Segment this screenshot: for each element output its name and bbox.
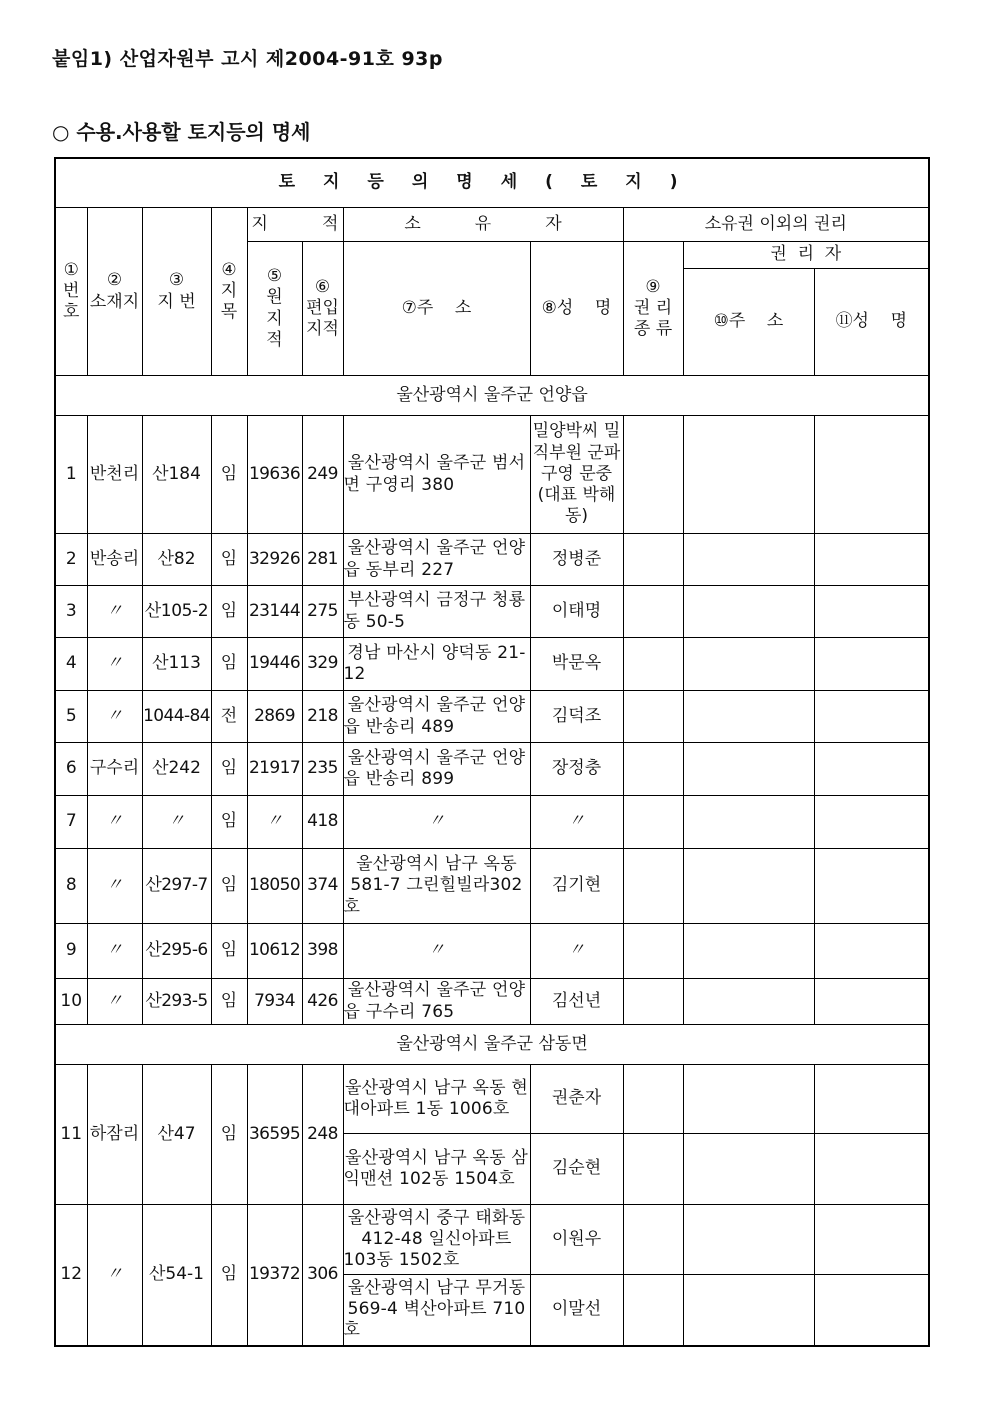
cell-holder-address	[683, 849, 814, 924]
cell-included-area: 248	[302, 1065, 343, 1205]
cell-right-type	[623, 849, 683, 924]
cell-land-category: 임	[211, 979, 247, 1025]
cell-number: 10	[55, 979, 87, 1025]
section-title: ○ 수용.사용할 토지등의 명세	[52, 120, 311, 144]
cell-holder-name	[814, 849, 929, 924]
cell-included-area: 275	[302, 586, 343, 638]
cell-included-area: 235	[302, 743, 343, 796]
cell-land-category: 임	[211, 416, 247, 534]
cell-right-type	[623, 691, 683, 743]
cell-location: 〃	[87, 638, 142, 691]
cell-holder-name	[814, 534, 929, 586]
table-row	[55, 1205, 929, 1275]
cell-holder-address	[683, 586, 814, 638]
cell-owner-address: 부산광역시 금정구 청룡동 50-5	[343, 586, 530, 638]
cell-owner-address: 울산광역시 울주군 언양읍 구수리 765	[343, 979, 530, 1025]
cell-number: 11	[55, 1065, 87, 1205]
cell-holder-name	[814, 1065, 929, 1134]
cell-right-type	[623, 1134, 683, 1205]
cell-owner-address: 울산광역시 남구 무거동 569-4 벽산아파트 710호	[343, 1275, 530, 1346]
cell-holder-name	[814, 586, 929, 638]
cell-number: 7	[55, 796, 87, 849]
cell-owner-address: 경남 마산시 양덕동 21-12	[343, 638, 530, 691]
cell-land-category: 임	[211, 534, 247, 586]
cell-owner-name: 〃	[530, 796, 623, 849]
cell-lot-number: 산47	[142, 1065, 211, 1205]
cell-holder-name	[814, 796, 929, 849]
table-row	[55, 586, 929, 638]
cell-owner-name: 밀양박씨 밀직부원 군파구영 문중(대표 박해동)	[530, 416, 623, 534]
cell-original-area: 19446	[247, 638, 302, 691]
cell-original-area: 23144	[247, 586, 302, 638]
cell-holder-name	[814, 1205, 929, 1275]
header-holder-address: ⑩주 소	[683, 269, 814, 376]
region-row	[55, 1025, 929, 1065]
cell-owner-name: 이태명	[530, 586, 623, 638]
cell-number: 4	[55, 638, 87, 691]
cell-holder-address	[683, 979, 814, 1025]
cell-included-area: 398	[302, 924, 343, 979]
cell-holder-address	[683, 1205, 814, 1275]
cell-right-type	[623, 796, 683, 849]
cell-lot-number: 산295-6	[142, 924, 211, 979]
cell-owner-address: 울산광역시 중구 태화동 412-48 일신아파트 103동 1502호	[343, 1205, 530, 1275]
cell-land-category: 임	[211, 849, 247, 924]
cell-owner-name: 장정충	[530, 743, 623, 796]
cell-holder-name	[814, 743, 929, 796]
cell-location: 〃	[87, 691, 142, 743]
cell-holder-name	[814, 638, 929, 691]
cell-included-area: 374	[302, 849, 343, 924]
cell-number: 12	[55, 1205, 87, 1346]
cell-number: 2	[55, 534, 87, 586]
cell-owner-name: 권춘자	[530, 1065, 623, 1134]
cell-lot-number: 산82	[142, 534, 211, 586]
cell-right-type	[623, 743, 683, 796]
cell-holder-address	[683, 1134, 814, 1205]
cell-holder-address	[683, 1065, 814, 1134]
cell-location: 〃	[87, 979, 142, 1025]
cell-included-area: 426	[302, 979, 343, 1025]
header-land-category: ④ 지 목	[211, 208, 247, 376]
cell-owner-address: 울산광역시 울주군 언양읍 반송리 489	[343, 691, 530, 743]
cell-holder-address	[683, 416, 814, 534]
table-row	[55, 979, 929, 1025]
cell-original-area: 36595	[247, 1065, 302, 1205]
cell-original-area: 21917	[247, 743, 302, 796]
header-number: ① 번 호	[55, 208, 87, 376]
cell-right-type	[623, 1205, 683, 1275]
cell-right-type	[623, 979, 683, 1025]
cell-location: 하잠리	[87, 1065, 142, 1205]
cell-holder-address	[683, 796, 814, 849]
cell-location: 구수리	[87, 743, 142, 796]
cell-number: 5	[55, 691, 87, 743]
cell-owner-name: 김순현	[530, 1134, 623, 1205]
region-row	[55, 376, 929, 416]
cell-original-area: 19372	[247, 1205, 302, 1346]
header-lot-number: ③ 지 번	[142, 208, 211, 376]
cell-land-category: 임	[211, 796, 247, 849]
cell-land-category: 임	[211, 638, 247, 691]
cell-original-area: 18050	[247, 849, 302, 924]
table-row	[55, 743, 929, 796]
cell-location: 〃	[87, 924, 142, 979]
cell-number: 9	[55, 924, 87, 979]
cell-lot-number: 산54-1	[142, 1205, 211, 1346]
cell-original-area: 19636	[247, 416, 302, 534]
cell-right-type	[623, 534, 683, 586]
cell-owner-name: 〃	[530, 924, 623, 979]
cell-owner-name: 김선년	[530, 979, 623, 1025]
header-original-area: ⑤ 원 지 적	[247, 242, 302, 376]
table-row	[55, 1065, 929, 1134]
cell-location: 반천리	[87, 416, 142, 534]
cell-holder-address	[683, 691, 814, 743]
cell-included-area: 306	[302, 1205, 343, 1346]
cell-number: 8	[55, 849, 87, 924]
cell-holder-address	[683, 743, 814, 796]
cell-lot-number: 산293-5	[142, 979, 211, 1025]
header-area-group: 지 적	[247, 208, 343, 242]
cell-owner-address: 울산광역시 남구 옥동 삼익맨션 102동 1504호	[343, 1134, 530, 1205]
cell-owner-name: 이말선	[530, 1275, 623, 1346]
header-location: ② 소재지	[87, 208, 142, 376]
table-row	[55, 638, 929, 691]
cell-land-category: 임	[211, 1065, 247, 1205]
table-row	[55, 691, 929, 743]
cell-lot-number: 산184	[142, 416, 211, 534]
header-other-rights: 소유권 이외의 권리	[623, 208, 929, 242]
cell-owner-name: 박문옥	[530, 638, 623, 691]
cell-lot-number: 1044-84	[142, 691, 211, 743]
cell-lot-number: 산105-2	[142, 586, 211, 638]
cell-holder-address	[683, 924, 814, 979]
cell-number: 3	[55, 586, 87, 638]
cell-owner-address: 〃	[343, 924, 530, 979]
cell-lot-number: 산113	[142, 638, 211, 691]
cell-included-area: 249	[302, 416, 343, 534]
cell-number: 6	[55, 743, 87, 796]
header-name: ⑧성 명	[530, 242, 623, 376]
region-name: 울산광역시 울주군 삼동면	[55, 1025, 929, 1065]
cell-included-area: 218	[302, 691, 343, 743]
cell-original-area: 10612	[247, 924, 302, 979]
cell-holder-name	[814, 1275, 929, 1346]
cell-holder-name	[814, 416, 929, 534]
land-details-table	[54, 157, 930, 1347]
cell-owner-address: 울산광역시 남구 옥동 현대아파트 1동 1006호	[343, 1065, 530, 1134]
cell-owner-address: 울산광역시 남구 옥동 581-7 그린힐빌라302호	[343, 849, 530, 924]
cell-land-category: 임	[211, 586, 247, 638]
cell-owner-address: 울산광역시 울주군 범서면 구영리 380	[343, 416, 530, 534]
cell-location: 〃	[87, 849, 142, 924]
cell-included-area: 281	[302, 534, 343, 586]
table-row	[55, 534, 929, 586]
cell-right-type	[623, 416, 683, 534]
cell-land-category: 전	[211, 691, 247, 743]
cell-lot-number: 산297-7	[142, 849, 211, 924]
table-row	[55, 924, 929, 979]
cell-holder-name	[814, 1134, 929, 1205]
table-row	[55, 416, 929, 534]
cell-land-category: 임	[211, 1205, 247, 1346]
cell-included-area: 329	[302, 638, 343, 691]
cell-owner-name: 김덕조	[530, 691, 623, 743]
cell-original-area: 2869	[247, 691, 302, 743]
cell-land-category: 임	[211, 743, 247, 796]
cell-holder-address	[683, 534, 814, 586]
header-owner-group: 소 유 자	[343, 208, 623, 242]
cell-holder-name	[814, 691, 929, 743]
cell-location: 〃	[87, 796, 142, 849]
header-right-type: ⑨ 권 리 종 류	[623, 242, 683, 376]
table-title: 토지등의명세(토지)	[55, 158, 929, 208]
cell-right-type	[623, 1065, 683, 1134]
cell-number: 1	[55, 416, 87, 534]
cell-land-category: 임	[211, 924, 247, 979]
cell-right-type	[623, 638, 683, 691]
cell-owner-name: 이원우	[530, 1205, 623, 1275]
cell-right-type	[623, 586, 683, 638]
header-included-area: ⑥ 편입 지적	[302, 242, 343, 376]
cell-original-area: 7934	[247, 979, 302, 1025]
cell-owner-name: 정병준	[530, 534, 623, 586]
header-right-holder: 권 리 자	[683, 242, 929, 269]
cell-included-area: 418	[302, 796, 343, 849]
cell-owner-address: 울산광역시 울주군 언양읍 동부리 227	[343, 534, 530, 586]
cell-original-area: 32926	[247, 534, 302, 586]
cell-location: 〃	[87, 1205, 142, 1346]
header-holder-name: ⑪성 명	[814, 269, 929, 376]
cell-owner-address: 〃	[343, 796, 530, 849]
cell-holder-name	[814, 979, 929, 1025]
table-row	[55, 849, 929, 924]
region-name: 울산광역시 울주군 언양읍	[55, 376, 929, 416]
cell-right-type	[623, 1275, 683, 1346]
cell-location: 반송리	[87, 534, 142, 586]
cell-owner-name: 김기현	[530, 849, 623, 924]
cell-holder-name	[814, 924, 929, 979]
header-address: ⑦주 소	[343, 242, 530, 376]
cell-holder-address	[683, 638, 814, 691]
cell-right-type	[623, 924, 683, 979]
cell-holder-address	[683, 1275, 814, 1346]
table-row	[55, 796, 929, 849]
cell-owner-address: 울산광역시 울주군 언양읍 반송리 899	[343, 743, 530, 796]
cell-lot-number: 산242	[142, 743, 211, 796]
attachment-line: 붙임1) 산업자원부 고시 제2004-91호 93p	[52, 48, 444, 70]
cell-location: 〃	[87, 586, 142, 638]
cell-original-area: 〃	[247, 796, 302, 849]
cell-lot-number: 〃	[142, 796, 211, 849]
